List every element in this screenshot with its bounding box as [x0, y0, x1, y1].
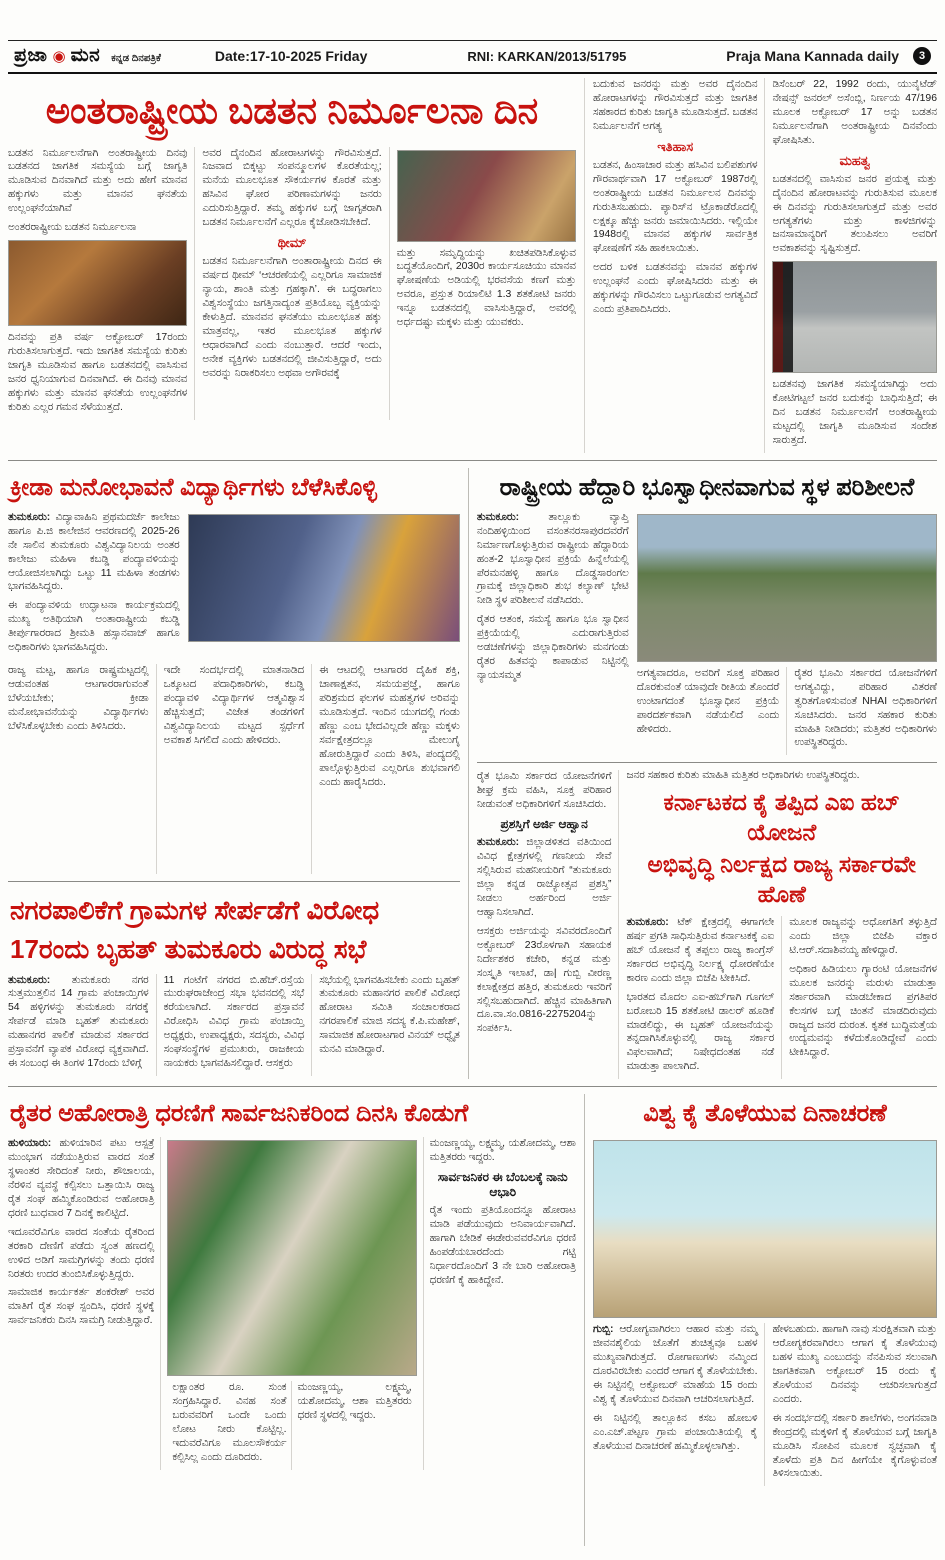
- article-column: [389, 147, 576, 420]
- article-column: [311, 974, 460, 1077]
- body-text: ಮಂಜಣ್ಣಯ್ಯ, ಲಕ್ಷ್ಮಮ್ಮ, ಯಶೋದಮ್ಮ, ಆಶಾ ಮತ್ತಿತರರು ಇದ್ದರು.: [429, 1138, 576, 1164]
- dateline: ತುಮಕೂರು:: [476, 837, 520, 849]
- article-column: [781, 916, 937, 1079]
- lede-text: ಟೆಕ್ ಕ್ಷೇತ್ರದಲ್ಲಿ ಈಗಾಗಲೇ ಹರ್ಷ ಪ್ರಗತಿ ಸಾಧಿಸುತ್ತಿರುವ ಕರ್ನಾಟಕಕ್ಕೆ ಎಐ ಹಬ್ ಯೋಜನೆ ಕೈ ತಪ್ಪಲು ರಾಜ್ಯ ಕಾಂಗ್ರೆಸ್ ಸರ್ಕಾರದ ಅಭಿವೃದ್ಧಿ ನಿರ್ಲಕ್ಷ್ಯ ಧೋರಣೆಯೇ ಕಾರಣ ಎಂದು ಜಿಲ್ಲಾ ಬಿಜೆಪಿ ಟೀಕಿಸಿದೆ.: [626, 916, 775, 984]
- headline-ai-hub-line2: ಅಭಿವೃದ್ಧಿ ನಿರ್ಲಕ್ಷದ ರಾಜ್ಯ ಸರ್ಕಾರವೇ ಹೊಣೆ: [647, 851, 916, 908]
- article-column: [8, 1137, 161, 1470]
- article-farmers-dharna: [8, 1094, 576, 1469]
- body-text: ಸಭೆಯಲ್ಲಿ ಭಾಗವಹಿಸಬೇಕು ಎಂದು ಬೃಹತ್ ತುಮಕೂರು ಮಹಾನಗರ ಪಾಲಿಕೆ ವಿರೋಧ ಹೋರಾಟ ಸಮಿತಿ ಸಂಚಾಲಕರಾದ ನಗರಪಾಲಿಕೆ ಮಾಜಿ ಸದಸ್ಯ ಕೆ.ಪಿ.ಮಹೇಶ್, ಸಾಮಾಜಿಕ ಹೋರಾಟಗಾರ ವಿನಯ್ ಅಧ್ವೈತ ಮನವಿ ಮಾಡಿದ್ದಾರೆ.: [319, 974, 460, 1056]
- photo-highway-site-inspection: [637, 514, 937, 662]
- photo-farmers-dharna: [167, 1140, 416, 1376]
- notice-title: ಪ್ರಶಸ್ತಿಗೆ ಅರ್ಜಿ ಆಹ್ವಾನ: [500, 817, 588, 832]
- paper-name-english: Praja Mana Kannada daily: [726, 48, 899, 64]
- body-text: ಮೂಲಕ ರಾಜ್ಯವನ್ನು ಅಧೋಗತಿಗೆ ತಳ್ಳುತ್ತಿದೆ ಎಂದು ಜಿಲ್ಲಾ ಬಿಜೆಪಿ ವಕ್ತಾರ ಟಿ.ಆರ್.ಸದಾಶಿವಯ್ಯ ಹೇಳಿದ್ದಾರೆ.: [789, 916, 937, 956]
- body-text: ಇದೇ ಸಂದರ್ಭದಲ್ಲಿ ಮಾತನಾಡಿದ ಒಕ್ಕೂಟದ ಪದಾಧಿಕಾರಿಗಳು, ಕಬಡ್ಡಿ ಪಂದ್ಯಾವಳಿ ವಿದ್ಯಾರ್ಥಿಗಳ ಆತ್ಮವಿಶ್ವಾಸ ಹೆಚ್ಚಿಸುತ್ತದೆ; ವಿಜೇತ ತಂಡಗಳಿಗೆ ವಿಶ್ವವಿದ್ಯಾನಿಲಯ ಮಟ್ಟದ ಸ್ಪರ್ಧೆಗೆ ಅವಕಾಶ ಸಿಗಲಿದೆ ಎಂದು ಹೇಳಿದರು.: [163, 665, 305, 746]
- lede-text: ಆರೋಗ್ಯವಾಗಿರಲು ಆಹಾರ ಮತ್ತು ನಮ್ಮ ಜೀವನಶೈಲಿಯ ಜೊತೆಗೆ ಶುಚಿತ್ವವೂ ಬಹಳ ಮುಖ್ಯವಾಗಿರುತ್ತದೆ. ರೋಗಾಣುಗಳು ನಮ್ಮಿಂದ ದೂರವಿರಬೇಕು ಎಂದರೆ ಆಗಾಗ ಕೈ ತೊಳೆಯಬೇಕು. ಈ ನಿಟ್ಟಿನಲ್ಲಿ ಅಕ್ಟೋಬರ್ ಮಾಹೆಯ 15 ರಂದು ವಿಶ್ವ ಕೈ ತೊಳೆಯುವ ದಿನವಾಗಿ ಆಚರಿಸಲಾಗುತ್ತಿದೆ.: [592, 1324, 758, 1405]
- notice-award-applications: [477, 770, 620, 1079]
- body-text: ಅಂತರರಾಷ್ಟ್ರೀಯ ಬಡತನ ನಿರ್ಮೂಲನಾ: [8, 222, 137, 234]
- article-municipality-opposition: [8, 889, 460, 1076]
- photo-people-queue-eating: [8, 240, 187, 326]
- article-middle-block: [161, 1137, 422, 1470]
- section-divider: [477, 762, 937, 763]
- article-poverty-left-block: [8, 78, 584, 453]
- headline-highway: ರಾಷ್ಟ್ರೀಯ ಹೆದ್ದಾರಿ ಭೂಸ್ವಾಧೀನವಾಗುವ ಸ್ಥಳ ಪರಿಶೀಲನೆ: [499, 474, 915, 501]
- headline-sports: ಕ್ರೀಡಾ ಮನೋಭಾವನೆ ವಿದ್ಯಾರ್ಥಿಗಳು ಬೆಳೆಸಿಕೊಳ್ಳಿ: [10, 474, 377, 501]
- section-divider: [8, 881, 460, 882]
- body-text: ರೈತರ ಭೂಮಿ ಸರ್ಕಾರದ ಯೋಜನೆಗಳಿಗೆ ಅಗತ್ಯವಿದ್ದು, ಪರಿಹಾರ ವಿತರಣೆ ತ್ವರಿತಗೊಳಿಸುವಂತೆ NHAI ಅಧಿಕಾರಿಗಳಿಗೆ ಸೂಚಿಸಿದರು. ಜನರ ಸಹಕಾರ ಕುರಿತು ಮಾಹಿತಿ ನೀಡಿದರು; ಮತ್ತಿತರ ಅಧಿಕಾರಿಗಳು ಉಪಸ್ಥಿತರಿದ್ದರು.: [794, 667, 937, 749]
- body-text: ಬಡತನ ನಿರ್ಮೂಲನೆಗಾಗಿ ಅಂತರಾಷ್ಟ್ರೀಯ ದಿನವು ಬಡತನದ ಜಾಗತಿಕ ಸಮಸ್ಯೆಯ ಬಗ್ಗೆ ಜಾಗೃತಿ ಮೂಡಿಸುವ ದಿನವಾಗಿದೆ ಮತ್ತು ಅದು ಹೇಗೆ ಮಾನವ ಹಕ್ಕುಗಳು ಮತ್ತು ಮಾನವ ಘನತೆಯ ಉಲ್ಲಂಘನೆಯಾಗಿವೆ: [8, 147, 188, 215]
- masthead: [8, 40, 937, 74]
- body-text: ಲಕ್ಷಾಂತರ ರೂ. ಸುಂಕ ಸಂಗ್ರಹಿಸಿದ್ದಾರೆ. ವಿನಹ ಸಂತೆ ಬರುವವರಿಗೆ ಒಂದೇ ಒಂದು ಲೋಟ ನೀರು ಕೊಟ್ಟಿಲ್ಲ. ಇದುವರೆವಿಗೂ ಮೂಲಸೌಕರ್ಯ ಕಲ್ಪಿಸಿಲ್ಲ ಎಂದು ದೂರಿದರು.: [172, 1382, 287, 1463]
- article-column: [8, 974, 156, 1077]
- body-text: [626, 916, 774, 986]
- article-column: [593, 1323, 765, 1486]
- body-text: [8, 974, 149, 1072]
- article-column: [167, 1381, 291, 1470]
- headline-handwash: ವಿಶ್ವ ಕೈ ತೊಳೆಯುವ ದಿನಾಚರಣೆ: [643, 1100, 887, 1128]
- article-column: [156, 664, 312, 874]
- dateline: ತುಮಕೂರು:: [8, 511, 51, 523]
- headline-farmers: ರೈತರ ಅಹೋರಾತ್ರಿ ಧರಣಿಗೆ ಸಾರ್ವಜನಿಕರಿಂದ ದಿನಸಿ ಕೊಡುಗೆ: [10, 1100, 469, 1128]
- logo-text-left: ಪ್ರಜಾ: [14, 45, 48, 66]
- body-text: ರಾಜ್ಯ ಮಟ್ಟ, ಹಾಗೂ ರಾಷ್ಟ್ರಮಟ್ಟದಲ್ಲಿ ಆಡುವಂತಹ ಆಟಗಾರರಾಗುವಂತೆ ಬೆಳೆಯಬೇಕು; ಕ್ರೀಡಾ ಮನೋಭಾವನೆಯನ್ನು ವಿದ್ಯಾರ್ಥಿಗಳು ಬೆಳೆಸಿಕೊಳ್ಳಬೇಕು ಎಂದು ತಿಳಿಸಿದರು.: [8, 665, 149, 732]
- article-poverty-right-block: [584, 78, 937, 453]
- photo-handwash-school-event: [593, 1140, 937, 1318]
- body-text: ಸಾಮಾಜಿಕ ಕಾರ್ಯಕರ್ತ ಶಂಕರೇಶ್ ಅವರ ಮಾತಿಗೆ ರೈತ ಸಂಘ ಸ್ಪಂದಿಸಿ, ಧರಣಿ ಸ್ಥಳಕ್ಕೆ ಸಾರ್ವಜನಿಕರು ದಿನಸಿ ಸಾಮಗ್ರಿ ನೀಡುತ್ತಿದ್ದಾರೆ.: [8, 1287, 155, 1327]
- article-column: [626, 916, 781, 1079]
- rni-registration-number: RNI: KARKAN/2013/51795: [467, 48, 627, 64]
- article-kabaddi-sports: [8, 468, 460, 874]
- subhead-importance: ಮಹತ್ವ: [839, 152, 871, 168]
- body-text: 11 ಗಂಟೆಗೆ ನಗರದ ಬಿ.ಹೆಚ್.ರಸ್ತೆಯ ಮುರುಘರಾಜೇಂದ್ರ ಸಭಾ ಭವನದಲ್ಲಿ ಸಭೆ ಕರೆಯಲಾಗಿದೆ. ಸರ್ಕಾರದ ಪ್ರಸ್ತಾವನೆ ವಿರೋಧಿಸಿ ವಿವಿಧ ಗ್ರಾಮ ಪಂಚಾಯ್ತಿ ಅಧ್ಯಕ್ಷರು, ಉಪಾಧ್ಯಕ್ಷರು, ಸದಸ್ಯರು, ವಿವಿಧ ಸಂಘಸಂಸ್ಥೆಗಳ ಪ್ರಮುಖರು, ರಾಜಕೀಯ ನಾಯಕರು ಭಾಗವಹಿಸಲಿದ್ದಾರೆ. ಆಸಕ್ತರು: [163, 974, 305, 1070]
- headline-municipality-line2: 17ರಂದು ಬೃಹತ್ ತುಮಕೂರು ವಿರುದ್ಧ ಸಭೆ: [10, 934, 367, 965]
- lede-text: ತಾಲ್ಲೂಕು ವ್ಯಾಪ್ತಿ ನಂದಿಹಳ್ಳಿಯಿಂದ ವಸಂತನರಸಾಪುರದವರೆಗೆ ನಿರ್ಮಾಣಗೊಳ್ಳುತ್ತಿರುವ ರಾಷ್ಟ್ರೀಯ ಹೆದ್ದಾರಿಯ ಹಂತ-2 ಭೂಸ್ವಾಧೀನ ಪ್ರಕ್ರಿಯೆ ಹಿನ್ನೆಲೆಯಲ್ಲಿ ಪೆರಮನಹಳ್ಳಿ ಹಾಗೂ ದೊಡ್ಡಸಾರಂಗಲ ಗ್ರಾಮಕ್ಕೆ ಜಿಲ್ಲಾಧಿಕಾರಿ ಶುಭ ಕಲ್ಯಾಣ್ ಭೇಟಿ ನೀಡಿ ಸ್ಥಳ ಪರಿಶೀಲನೆ ನಡೆಸಿದರು.: [476, 511, 629, 607]
- article-column: [8, 664, 156, 874]
- article-column: [637, 667, 787, 756]
- body-text: ಇದೂವರೆವಿಗೂ ವಾರದ ಸಂತೆಯ ರೈತರಿಂದ ತರಕಾರಿ ದೇಣಿಗೆ ಪಡೆದು ಸ್ವಂತ ಹಣದಲ್ಲಿ ಉಳಿದ ಅಡಿಗೆ ಸಾಮಗ್ರಿಗಳನ್ನು ತಂದು ಧರಣಿ ನಿರತರು ಉದರ ತುಂಬಿಸಿಕೊಳ್ಳುತ್ತಿದ್ದರು.: [8, 1226, 155, 1280]
- photo-children-gathering: [397, 150, 576, 242]
- article-column: [194, 147, 388, 420]
- lede-text: ವಿದ್ಯಾವಾಹಿನಿ ಪ್ರಥಮದರ್ಜೆ ಕಾಲೇಜು ಹಾಗೂ ಪಿ.ಜಿ ಕಾಲೇಜಿನ ಆವರಣದಲ್ಲಿ 2025-26 ನೇ ಸಾಲಿನ ತುಮಕೂರು ವಿಶ್ವವಿದ್ಯಾನಿಲಯ ಅಂತರ ಕಾಲೇಜು ಮಹಿಳಾ ಕಬಡ್ಡಿ ಪಂದ್ಯಾವಳಿಯನ್ನು ಆಯೋಜಿಸಲಾಗಿದ್ದು ಒಟ್ಟು 11 ಮಹಿಳಾ ತಂಡಗಳು ಭಾಗವಹಿಸಿದ್ದರು.: [8, 511, 180, 593]
- section-divider: [8, 460, 937, 461]
- article-column: [423, 1137, 576, 1470]
- dateline: ತುಮಕೂರು:: [8, 974, 51, 986]
- body-text: ಬದುಕುವ ಜನರನ್ನು ಮತ್ತು ಅವರ ದೈನಂದಿನ ಹೋರಾಟಗಳನ್ನು ಗೌರವಿಸುತ್ತದೆ ಮತ್ತು ಜಾಗತಿಕ ಸಹಕಾರದ ಕುರಿತು ಜಾಗೃತಿ ಮೂಡಿಸುತ್ತದೆ. ಬಡತನ ನಿರ್ಮೂಲನೆಗೆ ಅಗತ್ಯ: [592, 79, 758, 132]
- dateline: ಗುಬ್ಬಿ:: [592, 1324, 614, 1336]
- sun-emblem-icon: ◉: [52, 47, 66, 65]
- body-text: ಮತ್ತು ಸಮೃದ್ಧಿಯನ್ನು ಖಚಿತಪಡಿಸಿಕೊಳ್ಳುವ ಬದ್ಧತೆಯೊಂದಿಗೆ, 2030ರ ಕಾರ್ಯಸೂಚಿಯು ಮಾನವ ಘೋಷಣೆಯ ಅಡಿಯಲ್ಲಿ ಭರವಸೆಯ ಕಣಗೆ ಮತ್ತು ಅವರೂ, ಪ್ರಸ್ತುತ ರಿಯಾಲಿಟಿ 1.3 ಶತಕೋಟಿ ಜನರು ಇನ್ನೂ ಬಡತನದಲ್ಲಿ ವಾಸಿಸುತ್ತಿದ್ದಾರೆ, ಅವರಲ್ಲಿ ಅರ್ಧದಷ್ಟು ಮಕ್ಕಳು ಮತ್ತು ಯುವಕರು.: [396, 247, 576, 329]
- article-column: [593, 78, 765, 453]
- article-highway-inspection: [477, 468, 937, 755]
- body-text: ಬಡತನ ನಿರ್ಮೂಲನೆಗಾಗಿ ಅಂತಾರಾಷ್ಟ್ರೀಯ ದಿನದ ಈ ವರ್ಷದ ಥೀಮ್ ‘ಆಚರಣೆಯಲ್ಲಿ ಎಲ್ಲರಿಗೂ ಸಾಮಾಜಿಕ ನ್ಯಾಯ, ಶಾಂತಿ ಮತ್ತು ಗ್ರಹಕ್ಕಾಗಿ’. ಈ ಬದ್ಧರಾಗಲು ವಿಶ್ವಸಂಸ್ಥೆಯು ಜಗತ್ತಿನಾದ್ಯಂತ ಪ್ರತಿಯೊಬ್ಬ ವ್ಯಕ್ತಿಯನ್ನು ಕೇಳುತ್ತಿದೆ. ಮಾನವನ ಘನತೆಯು ಮೂಲಭೂತ ಹಕ್ಕು ಮಾತ್ರವಲ್ಲ, ಇತರ ಮೂಲಭೂತ ಹಕ್ಕುಗಳ ಆಧಾರವಾಗಿದೆ ಎಂದು ನಂಬುತ್ತಾರೆ. ಆದರೆ ಇಂದು, ಅನೇಕ ವ್ಯಕ್ತಿಗಳು ಬಡತನದಲ್ಲಿ ಜೀವಿಸುತ್ತಿದ್ದಾರೆ, ಅದು ಅವರನ್ನು ನಿರಾಕರಿಸಲು ಅಥವಾ ಅಗೌರವಕ್ಕೆ: [202, 256, 382, 379]
- dateline: ಹುಳಿಯಾರು:: [8, 1138, 52, 1150]
- body-text: ಅದರ ಬಳಿಕ ಬಡತನವನ್ನು ಮಾನವ ಹಕ್ಕುಗಳ ಉಲ್ಲಂಘನೆ ಎಂದು ಘೋಷಿಸಿದರು ಮತ್ತು ಈ ಹಕ್ಕುಗಳನ್ನು ಗೌರವಿಸಲು ಒಟ್ಟುಗೂಡುವ ಅಗತ್ಯವಿದೆ ಎಂದು ಪ್ರತಿಪಾದಿಸಿದರು.: [592, 262, 758, 316]
- lede-text: ಹುಳಿಯಾರಿನ ಪಟು ಆಸ್ಪತ್ರೆ ಮುಂಭಾಗ ನಡೆಯುತ್ತಿರುವ ವಾರದ ಸಂತೆ ಸ್ಥಳಾಂತರ ಸೇರಿದಂತೆ ನೀರು, ಶೌಚಾಲಯ, ನೆರಳಿನ ವ್ಯವಸ್ಥೆ ಕಲ್ಪಿಸಲು ಒತ್ತಾಯಿಸಿ ರಾಜ್ಯ ರೈತ ಸಂಘ ಹಮ್ಮಿಕೊಂಡಿರುವ ಅಹೋರಾತ್ರಿ ಧರಣಿ ಬುಧವಾರ 7 ದಿನಕ್ಕೆ ಕಾಲಿಟ್ಟಿದೆ.: [8, 1138, 155, 1219]
- body-text: ದಿನವನ್ನು ಪ್ರತಿ ವರ್ಷ ಅಕ್ಟೋಬರ್ 17ರಂದು ಗುರುತಿಸಲಾಗುತ್ತದೆ. ಇದು ಜಾಗತಿಕ ಸಮಸ್ಯೆಯ ಕುರಿತು ಜಾಗೃತಿ ಮೂಡಿಸುವ ಹಾಗೂ ಬಡತನದಲ್ಲಿ ವಾಸಿಸುವ ಜನರ ಧ್ವನಿಯಾಗುವ ದಿನವಾಗಿದೆ. ಈ ದಿನವು ಮಾನವ ಹಕ್ಕುಗಳು ಮತ್ತು ಮಾನವ ಘನತೆಯ ಉಲ್ಲಂಘನೆಗಳ ಕುರಿತು ಎಲ್ಲರ ಗಮನ ಸೆಳೆಯುತ್ತದೆ.: [8, 332, 188, 413]
- body-text: ಜನರ ಸಹಕಾರ ಕುರಿತು ಮಾಹಿತಿ ಮತ್ತಿತರ ಅಧಿಕಾರಿಗಳು ಉಪಸ್ಥಿತರಿದ್ದರು.: [626, 770, 860, 782]
- body-text: ಈ ಪಂದ್ಯಾವಳಿಯ ಉದ್ಘಾಟನಾ ಕಾರ್ಯಕ್ರಮದಲ್ಲಿ ಮುಖ್ಯ ಅತಿಥಿಯಾಗಿ ಅಂತಾರಾಷ್ಟ್ರೀಯ ಕಬಡ್ಡಿ ತೀರ್ಪುಗಾರರಾದ ಶ್ರೀಮತಿ ಹಸ್ಸಾನವಾಜ್ ಹಾಗೂ ಅಧಿಕಾರಿಗಳು ಭಾಗವಹಿಸಿದ್ದರು.: [8, 600, 180, 654]
- article-poverty-day: [8, 78, 937, 453]
- body-text: ಬಡತನವು ಜಾಗತಿಕ ಸಮಸ್ಯೆಯಾಗಿದ್ದು ಅದು ಕೋಟಿಗಟ್ಟಲೆ ಜನರ ಬದುಕನ್ನು ಬಾಧಿಸುತ್ತಿದೆ; ಈ ದಿನ ಬಡತನ ನಿರ್ಮೂಲನೆಗೆ ಅಂತರಾಷ್ಟ್ರೀಯ ಮಟ್ಟದಲ್ಲಿ ಜಾಗೃತಿ ಮೂಡಿಸುವ ಸಂದೇಶ ಸಾರುತ್ತದೆ.: [772, 379, 937, 447]
- article-column: [156, 974, 312, 1077]
- body-text: ಈ ಆಟದಲ್ಲಿ ಆಟಗಾರರ ದೈಹಿಕ ಶಕ್ತಿ, ಚಾಣಾಕ್ಷತನ, ಸಮಯಪ್ರಜ್ಞೆ, ಹಾಗೂ ಪರಿಶ್ರಮದ ಫಲಗಳ ಮಹತ್ವಗಳ ಅರಿವನ್ನು ಮೂಡಿಸುತ್ತದೆ. ಇಂದಿನ ಯುಗದಲ್ಲಿ ಗಂಡು ಹೆಣ್ಣು ಎಂಬ ಭೇದವಿಲ್ಲದೇ ಹೆಣ್ಣು ಮಕ್ಕಳು ಸರ್ವಕ್ಷೇತ್ರದಲ್ಲೂ ಮೇಲುಗೈ ಹೋರುತ್ತಿದ್ದಾರೆ ಎಂದು ತಿಳಿಸಿ, ಪಂದ್ಯದಲ್ಲಿ ಪಾಲ್ಗೊಳ್ಳುತ್ತಿರುವ ಎಲ್ಲರಿಗೂ ಶುಭವಾಗಲಿ ಎಂದು ಹಾರೈಸಿದರು.: [319, 665, 460, 788]
- body-text: ಈ ಸಂದರ್ಭದಲ್ಲಿ ಸರ್ಕಾರಿ ಶಾಲೆಗಳು, ಅಂಗನವಾಡಿ ಕೇಂದ್ರದಲ್ಲಿ ಮಕ್ಕಳಿಗೆ ಕೈ ತೊಳೆಯುವ ಬಗ್ಗೆ ಜಾಗೃತಿ ಮೂಡಿಸಿ ಸೋಪಿನ ಮೂಲಕ ಸ್ವಚ್ಛವಾಗಿ ಕೈ ತೊಳೆದು ಪ್ರತಿ ದಿನ ಹೀಗೆಯೇ ಕೈಗೊಳ್ಳುವಂತೆ ತಿಳಿಸಲಾಯಿತು.: [772, 1412, 937, 1480]
- lede-text: ತುಮಕೂರು ನಗರ ಸುತ್ತಮುತ್ತಲಿನ 14 ಗ್ರಾಮ ಪಂಚಾಯ್ತಿಗಳ 54 ಹಳ್ಳಿಗಳನ್ನು ತುಮಕೂರು ನಗರಕ್ಕೆ ಸೇರ್ಪಡೆ ಮಾಡಿ ಬೃಹತ್ ತುಮಕೂರು ಮಹಾನಗರ ಪಾಲಿಕೆ ಮಾಡುವ ಸರ್ಕಾರದ ಪ್ರಸ್ತಾವನೆಗೆ ವ್ಯಾಪಕ ವಿರೋಧ ವ್ಯಕ್ತವಾಗಿದೆ. ಈ ಸಂಬಂಧ ಈ ತಿಂಗಳ 17ರಂದು ಬೆಳಿಗ್ಗೆ: [8, 974, 149, 1070]
- article-column: [311, 664, 460, 874]
- body-text: [8, 511, 180, 595]
- subhead-theme: ಥೀಮ್: [277, 235, 307, 251]
- article-column: [764, 1323, 937, 1486]
- body-text: ಅಧಿಕಾರ ಹಿಡಿಯಲು ಗ್ಯಾರಂಟಿ ಯೋಜನೆಗಳ ಮೂಲಕ ಜನರನ್ನು ಮರುಳು ಮಾಡುತ್ತಾ ಸರ್ಕಾರವಾಗಿ ಮಾಡಬೇಕಾದ ಪ್ರಗತಿಪರ ಕೆಲಸಗಳ ಬಗ್ಗೆ ಚಿಂತನೆ ಮಾಡದಿರುವುದು ರಾಜ್ಯದ ಜನರ ದುರಂತ. ಕೃತಕ ಬುದ್ಧಿಮತ್ತೆಯ ಉದ್ಯಮವನ್ನು ಕಳೆದುಕೊಂಡಿದ್ದೇವೆ ಎಂದು ಟೀಕಿಸಿದ್ದಾರೆ.: [789, 963, 937, 1059]
- body-text: ರೈತರ ಆತಂಕ, ಸಮಸ್ಯೆ ಹಾಗೂ ಭೂ ಸ್ವಾಧೀನ ಪ್ರಕ್ರಿಯೆಯಲ್ಲಿ ಎದುರಾಗುತ್ತಿರುವ ಅಡಚಣೆಗಳನ್ನು ಜಿಲ್ಲಾಧಿಕಾರಿಗಳು ಮನಗಂಡು ರೈತರ ಹಿತವನ್ನು ಕಾಪಾಡುವ ನಿಟ್ಟಿನಲ್ಲಿ ನ್ಯಾಯಸಮ್ಮತ: [476, 614, 629, 682]
- body-text: ಅಗತ್ಯವಾದರೂ, ಅವರಿಗೆ ಸೂಕ್ತ ಪರಿಹಾರ ದೊರಕುವಂತೆ ಯಾವುದೇ ರೀತಿಯ ತೊಂದರೆ ಉಂಟಾಗದಂತೆ ಭೂಸ್ವಾಧೀನ ಪ್ರಕ್ರಿಯೆ ಪಾರದರ್ಶಕವಾಗಿ ನಡೆಯಲಿದೆ ಎಂದು ಹೇಳಿದರು.: [636, 667, 780, 735]
- masthead-tagline: ಕನ್ನಡ ದಿನಪತ್ರಿಕೆ: [111, 53, 161, 64]
- photo-kabaddi-award-ceremony: [188, 514, 460, 642]
- issue-date: Date:17-10-2025 Friday: [214, 48, 368, 64]
- dateline: ತುಮಕೂರು:: [476, 511, 520, 523]
- body-text: ಅವರ ದೈನಂದಿನ ಹೋರಾಟಗಳನ್ನು ಗೌರವಿಸುತ್ತದೆ. ನಿಜವಾದ ಬಿಕ್ಕಟ್ಟು ಸಂಪನ್ಮೂಲಗಳ ಕೊರತೆಯಲ್ಲ; ಮನೆಯ ಮೂಲಭೂತ ಸೌಕರ್ಯಗಳ ಕೊರತೆ ಮತ್ತು ಹಸಿವಿನ ಘೋರ ಪರಿಣಾಮಗಳನ್ನು ಜನರು ಎದುರಿಸುತ್ತಿದ್ದಾರೆ. ತಮ್ಮ ಹಕ್ಕುಗಳ ಬಗ್ಗೆ ಜಾಗೃತರಾಗಿ ಬಡತನ ನಿರ್ಮೂಲನೆಗೆ ಎಲ್ಲರೂ ಕೈಜೋಡಿಸಬೇಕಿದೆ.: [202, 147, 382, 229]
- body-text: ರೈತ ಭೂಮಿ ಸರ್ಕಾರದ ಯೋಜನೆಗಳಿಗೆ ಶೀಘ್ರ ಕ್ರಮ ವಹಿಸಿ, ಸೂಕ್ತ ಪರಿಹಾರ ನೀಡುವಂತೆ ಅಧಿಕಾರಿಗಳಿಗೆ ಸೂಚಿಸಿದರು.: [476, 771, 612, 811]
- article-column: [291, 1381, 416, 1470]
- article-ai-hub: [619, 770, 936, 1079]
- newspaper-logo: [14, 45, 161, 67]
- subhead-farmer-quote: ಸಾರ್ವಜನಿಕರ ಈ ಬೆಂಬಲಕ್ಕೆ ನಾನು ಆಭಾರಿ: [437, 1169, 568, 1199]
- article-handwashing-day: [593, 1094, 937, 1486]
- body-text: ಹೇಳಬಹುದು. ಹಾಗಾಗಿ ನಾವು ಸುರಕ್ಷಿತವಾಗಿ ಮತ್ತು ಆರೋಗ್ಯಕರವಾಗಿರಲು ಆಗಾಗ ಕೈ ತೊಳೆಯುವು ಬಹಳ ಮುಖ್ಯ ಎಂಬುದನ್ನು ನೆನಪಿಸುವ ಸಲುವಾಗಿ ಜಾಗತಿಕವಾಗಿ ಅಕ್ಟೋಬರ್ 15 ರಂದು ಕೈ ತೊಳೆಯುವ ದಿನವನ್ನು ಆಚರಿಸಲಾಗುತ್ತದೆ ಎಂದರು.: [772, 1324, 937, 1405]
- dateline: ತುಮಕೂರು:: [626, 916, 669, 928]
- notice-text: ಜಿಲ್ಲಾಡಳಿತದ ವತಿಯಿಂದ ವಿವಿಧ ಕ್ಷೇತ್ರಗಳಲ್ಲಿ ಗಣನೀಯ ಸೇವೆ ಸಲ್ಲಿಸಿರುವ ಮಹನೀಯರಿಗೆ “ತುಮಕೂರು ಜಿಲ್ಲಾ ಕನ್ನಡ ರಾಜ್ಯೋತ್ಸವ ಪ್ರಶಸ್ತಿ” ನೀಡಲು ಅರ್ಹರಿಂದ ಅರ್ಜಿ ಆಹ್ವಾನಿಸಲಾಗಿದೆ.: [476, 837, 612, 918]
- body-text: [593, 1323, 758, 1407]
- body-text: ಭಾರತದ ಮೊದಲ ಎಐ-ಹಬ್‌ಗಾಗಿ ಗೂಗಲ್ ಬರೋಬರಿ 15 ಶತಕೋಟಿ ಡಾಲರ್ ಹೂಡಿಕೆ ಮಾಡಲಿದ್ದು, ಈ ಬೃಹತ್ ಯೋಜನೆಯನ್ನು ತನ್ನದಾಗಿಸಿಕೊಳ್ಳುವಲ್ಲಿ ರಾಜ್ಯ ಸರ್ಕಾರ ವಿಫಲವಾಗಿದೆ; ನಿಷೇಧದಂತಹ ನಡೆ ಮಾಡುತ್ತಾ ಪಾಲಾಗಿದೆ.: [626, 991, 775, 1073]
- headline-poverty-day: ಅಂತರಾಷ್ಟ್ರೀಯ ಬಡತನ ನಿರ್ಮೂಲನಾ ದಿನ: [45, 90, 539, 131]
- headline-ai-hub-line1: ಕರ್ನಾಟಕದ ಕೈ ತಪ್ಪಿದ ಎಐ ಹಬ್ ಯೋಜನೆ: [663, 789, 900, 846]
- subhead-history: ಇತಿಹಾಸ: [657, 138, 694, 154]
- body-text: ಈ ನಿಟ್ಟಿನಲ್ಲಿ ತಾಲ್ಲೂಕಿನ ಕಸಬ ಹೋಬಳಿ ಎಂ.ಎಚ್.ಪಟ್ಟಣ ಗ್ರಾಮ ಪಂಚಾಯಿತಿಯಲ್ಲಿ ಕೈ ತೊಳೆಯುವ ದಿನಾಚರಣೆ ಹಮ್ಮಿಕೊಳ್ಳಲಾಗಿತ್ತು.: [592, 1412, 758, 1452]
- headline-municipality-line1: ನಗರಪಾಲಿಕೆಗೆ ಗ್ರಾಮಗಳ ಸೇರ್ಪಡೆಗೆ ವಿರೋಧ: [10, 895, 380, 926]
- section-divider: [8, 1086, 937, 1087]
- body-text: [477, 836, 612, 920]
- logo-text-right: ಮನ: [70, 45, 101, 66]
- body-text: ರೈತ ಇಂದು ಪ್ರತಿಯೊಂದನ್ನೂ ಹೋರಾಟ ಮಾಡಿ ಪಡೆಯುವುದು ಅನಿವಾರ್ಯವಾಗಿದೆ. ಹಾಗಾಗಿ ಬೇಡಿಕೆ ಈಡೇರುವವರೆವಿಗೂ ಧರಣಿ ಹಿಂಪಡೆಯಬಾರದೆಂದು ಗಟ್ಟಿ ನಿರ್ಧಾರದೊಂದಿಗೆ 3 ನೇ ಬಾರಿ ಅಹೋರಾತ್ರಿ ಧರಣಿಗೆ ಕೈ ಹಾಕಿದ್ದೇನೆ.: [429, 1204, 576, 1286]
- article-column: [786, 667, 937, 756]
- body-text: ಮಂಜಣ್ಣಯ್ಯ, ಲಕ್ಷ್ಮಮ್ಮ, ಯಶೋದಮ್ಮ, ಆಶಾ ಮತ್ತಿತರರು ಧರಣಿ ಸ್ಥಳದಲ್ಲಿ ಇದ್ದರು.: [297, 1382, 412, 1421]
- body-text: ಆಸಕ್ತರು ಅರ್ಜಿಯನ್ನು ಸವಿವರದೊಂದಿಗೆ ಅಕ್ಟೋಬರ್ 23ರೊಳಗಾಗಿ ಸಹಾಯಕ ನಿರ್ದೇಶಕರ ಕಚೇರಿ, ಕನ್ನಡ ಮತ್ತು ಸಂಸ್ಕೃತಿ ಇಲಾಖೆ, ಡಾ| ಗುಬ್ಬಿ ವೀರಣ್ಣ ಕಲಾಕ್ಷೇತ್ರದ ಹತ್ತಿರ, ತುಮಕೂರು ಇವರಿಗೆ ಸಲ್ಲಿಸಬಹುದಾಗಿದೆ. ಹೆಚ್ಚಿನ ಮಾಹಿತಿಗಾಗಿ ದೂ.ವಾ.ಸಂ.0816-2275204ನ್ನು ಸಂಪರ್ಕಿಸಿ.: [476, 925, 612, 1035]
- body-text: [8, 1137, 154, 1221]
- body-text: [477, 511, 629, 609]
- article-column: [764, 78, 937, 453]
- body-text: ಬಡತನ, ಹಿಂಸಾಚಾರ ಮತ್ತು ಹಸಿವಿನ ಬಲಿಪಶುಗಳ ಗೌರವಾರ್ಥವಾಗಿ 17 ಅಕ್ಟೋಬರ್ 1987ರಲ್ಲಿ ಅಂತರಾಷ್ಟ್ರೀಯ ಬಡತನ ನಿರ್ಮೂಲನ ದಿನವನ್ನು ಗುರುತಿಸಬಹುದು. ಪ್ಯಾರಿಸ್‌ನ ಟ್ರೊಕಾಡೆರೊದಲ್ಲಿ ಲಕ್ಷಕ್ಕೂ ಹೆಚ್ಚು ಜನರು ಜಮಾಯಿಸಿದರು. ಇಲ್ಲಿಯೇ 1948ರಲ್ಲಿ ಮಾನವ ಹಕ್ಕುಗಳ ಸಾರ್ವತ್ರಿಕ ಘೋಷಣೆಗೆ ಸಹಿ ಹಾಕಲಾಯಿತು.: [592, 159, 758, 255]
- body-text: ಡಿಸೆಂಬರ್ 22, 1992 ರಂದು, ಯುನೈಟೆಡ್ ನೇಷನ್ಸ್ ಜನರಲ್ ಅಸೆಂಬ್ಲಿ, ನಿರ್ಣಯ 47/196 ಮೂಲಕ ಅಕ್ಟೋಬರ್ 17 ಅನ್ನು ಬಡತನ ನಿರ್ಮೂಲನೆಗಾಗಿ ಅಂತರಾಷ್ಟ್ರೀಯ ದಿನವೆಂದು ಘೋಷಿಸಿತು.: [772, 79, 937, 146]
- body-text: ಬಡತನದಲ್ಲಿ ವಾಸಿಸುವ ಜನರ ಪ್ರಯತ್ನ ಮತ್ತು ದೈನಂದಿನ ಹೋರಾಟವನ್ನು ಗುರುತಿಸುವ ಮೂಲಕ ಈ ದಿನವನ್ನು ಗುರುತಿಸಲಾಗುತ್ತದೆ ಮತ್ತು ಅವರ ಅಗತ್ಯತೆಗಳು ಮತ್ತು ಕಾಳಜಿಗಳನ್ನು ಜನಸಾಮಾನ್ಯರಿಗೆ ತಲುಪಿಸಲು ಅವರಿಗೆ ಅವಕಾಶವನ್ನು ಸೃಷ್ಟಿಸುತ್ತದೆ.: [772, 173, 937, 255]
- photo-homeless-street: [772, 261, 937, 373]
- article-column: [8, 147, 194, 420]
- page-number-badge: 3: [913, 47, 931, 65]
